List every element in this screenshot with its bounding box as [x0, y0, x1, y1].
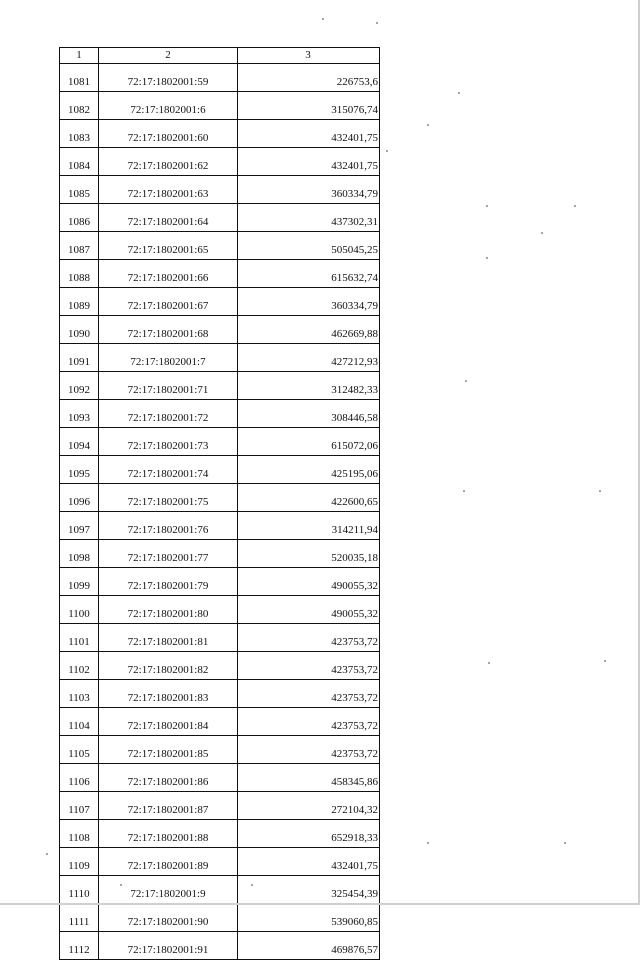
- value-cell: 469876,57: [238, 932, 380, 960]
- header-col-3: 3: [238, 48, 380, 64]
- cadastral-number-cell: 72:17:1802001:77: [99, 540, 238, 568]
- cadastral-number-cell: 72:17:1802001:82: [99, 652, 238, 680]
- cadastral-number-cell: 72:17:1802001:9: [99, 876, 238, 904]
- table-row: [60, 680, 380, 708]
- row-number-cell: 1081: [60, 64, 99, 92]
- row-number-cell: 1099: [60, 568, 99, 596]
- value-cell: 652918,33: [238, 820, 380, 848]
- value-cell: 425195,06: [238, 456, 380, 484]
- value-cell: 427212,93: [238, 344, 380, 372]
- header-col-2: 2: [99, 48, 238, 64]
- cadastral-number-cell: 72:17:1802001:88: [99, 820, 238, 848]
- value-cell: 615072,06: [238, 428, 380, 456]
- table-row: [60, 904, 380, 932]
- table-row: [60, 820, 380, 848]
- cadastral-number-cell: 72:17:1802001:81: [99, 624, 238, 652]
- cadastral-number-cell: 72:17:1802001:87: [99, 792, 238, 820]
- table-row: [60, 652, 380, 680]
- table-row: [60, 428, 380, 456]
- row-number-cell: 1112: [60, 932, 99, 960]
- table-row: [60, 176, 380, 204]
- table-row: [60, 120, 380, 148]
- cadastral-number-cell: 72:17:1802001:67: [99, 288, 238, 316]
- value-cell: 308446,58: [238, 400, 380, 428]
- cadastral-number-cell: 72:17:1802001:64: [99, 204, 238, 232]
- table-row: [60, 232, 380, 260]
- table-row: [60, 512, 380, 540]
- value-cell: 422600,65: [238, 484, 380, 512]
- value-cell: 432401,75: [238, 848, 380, 876]
- value-cell: 432401,75: [238, 148, 380, 176]
- value-cell: 520035,18: [238, 540, 380, 568]
- row-number-cell: 1110: [60, 876, 99, 904]
- table-row: [60, 596, 380, 624]
- row-number-cell: 1084: [60, 148, 99, 176]
- cadastral-number-cell: 72:17:1802001:68: [99, 316, 238, 344]
- value-cell: 423753,72: [238, 652, 380, 680]
- cadastral-number-cell: 72:17:1802001:79: [99, 568, 238, 596]
- value-cell: 314211,94: [238, 512, 380, 540]
- row-number-cell: 1094: [60, 428, 99, 456]
- cadastral-number-cell: 72:17:1802001:76: [99, 512, 238, 540]
- row-number-cell: 1093: [60, 400, 99, 428]
- row-number-cell: 1101: [60, 624, 99, 652]
- value-cell: 490055,32: [238, 596, 380, 624]
- row-number-cell: 1091: [60, 344, 99, 372]
- table-row: [60, 736, 380, 764]
- cadastral-number-cell: 72:17:1802001:91: [99, 932, 238, 960]
- cadastral-number-cell: 72:17:1802001:72: [99, 400, 238, 428]
- header-col-1: 1: [60, 48, 99, 64]
- cadastral-number-cell: 72:17:1802001:65: [99, 232, 238, 260]
- table-row: [60, 148, 380, 176]
- table-row: [60, 764, 380, 792]
- value-cell: 615632,74: [238, 260, 380, 288]
- table-row: [60, 568, 380, 596]
- row-number-cell: 1109: [60, 848, 99, 876]
- row-number-cell: 1095: [60, 456, 99, 484]
- cadastral-number-cell: 72:17:1802001:6: [99, 92, 238, 120]
- row-number-cell: 1096: [60, 484, 99, 512]
- row-number-cell: 1082: [60, 92, 99, 120]
- value-cell: 432401,75: [238, 120, 380, 148]
- row-number-cell: 1083: [60, 120, 99, 148]
- row-number-cell: 1106: [60, 764, 99, 792]
- table-row: [60, 540, 380, 568]
- row-number-cell: 1100: [60, 596, 99, 624]
- table-body: [60, 64, 380, 960]
- cadastral-number-cell: 72:17:1802001:60: [99, 120, 238, 148]
- value-cell: 458345,86: [238, 764, 380, 792]
- cadastral-number-cell: 72:17:1802001:73: [99, 428, 238, 456]
- value-cell: 505045,25: [238, 232, 380, 260]
- cadastral-number-cell: 72:17:1802001:86: [99, 764, 238, 792]
- cadastral-number-cell: 72:17:1802001:63: [99, 176, 238, 204]
- row-number-cell: 1088: [60, 260, 99, 288]
- table-row: [60, 288, 380, 316]
- cadastral-number-cell: 72:17:1802001:62: [99, 148, 238, 176]
- cadastral-number-cell: 72:17:1802001:59: [99, 64, 238, 92]
- cadastral-number-cell: 72:17:1802001:66: [99, 260, 238, 288]
- row-number-cell: 1090: [60, 316, 99, 344]
- value-cell: 272104,32: [238, 792, 380, 820]
- table-row: [60, 624, 380, 652]
- table-row: [60, 316, 380, 344]
- cadastral-number-cell: 72:17:1802001:7: [99, 344, 238, 372]
- table-row: [60, 876, 380, 904]
- table-row: [60, 204, 380, 232]
- row-number-cell: 1087: [60, 232, 99, 260]
- table-row: [60, 792, 380, 820]
- cadastral-number-cell: 72:17:1802001:85: [99, 736, 238, 764]
- value-cell: 360334,79: [238, 176, 380, 204]
- value-cell: 423753,72: [238, 624, 380, 652]
- cadastral-number-cell: 72:17:1802001:84: [99, 708, 238, 736]
- value-cell: 462669,88: [238, 316, 380, 344]
- table-row: [60, 708, 380, 736]
- cadastral-number-cell: 72:17:1802001:80: [99, 596, 238, 624]
- header-row: [60, 48, 380, 64]
- row-number-cell: 1103: [60, 680, 99, 708]
- value-cell: 423753,72: [238, 736, 380, 764]
- value-cell: 312482,33: [238, 372, 380, 400]
- row-number-cell: 1086: [60, 204, 99, 232]
- row-number-cell: 1089: [60, 288, 99, 316]
- row-number-cell: 1085: [60, 176, 99, 204]
- cadastral-number-cell: 72:17:1802001:74: [99, 456, 238, 484]
- table-row: [60, 92, 380, 120]
- row-number-cell: 1098: [60, 540, 99, 568]
- value-cell: 360334,79: [238, 288, 380, 316]
- cadastral-number-cell: 72:17:1802001:71: [99, 372, 238, 400]
- table-row: [60, 456, 380, 484]
- table-row: [60, 64, 380, 92]
- value-cell: 325454,39: [238, 876, 380, 904]
- row-number-cell: 1104: [60, 708, 99, 736]
- row-number-cell: 1097: [60, 512, 99, 540]
- cadastral-number-cell: 72:17:1802001:90: [99, 904, 238, 932]
- value-cell: 539060,85: [238, 904, 380, 932]
- table-row: [60, 344, 380, 372]
- value-cell: 423753,72: [238, 708, 380, 736]
- cadastral-number-cell: 72:17:1802001:89: [99, 848, 238, 876]
- value-cell: 490055,32: [238, 568, 380, 596]
- row-number-cell: 1102: [60, 652, 99, 680]
- table-row: [60, 400, 380, 428]
- row-number-cell: 1108: [60, 820, 99, 848]
- row-number-cell: 1105: [60, 736, 99, 764]
- value-cell: 226753,6: [238, 64, 380, 92]
- cadastral-number-cell: 72:17:1802001:83: [99, 680, 238, 708]
- table-row: [60, 484, 380, 512]
- row-number-cell: 1111: [60, 904, 99, 932]
- cadastral-number-cell: 72:17:1802001:75: [99, 484, 238, 512]
- value-cell: 437302,31: [238, 204, 380, 232]
- table-row: [60, 372, 380, 400]
- cadastral-value-table: [59, 47, 380, 960]
- table-row: [60, 260, 380, 288]
- table-row: [60, 932, 380, 960]
- table-row: [60, 848, 380, 876]
- value-cell: 423753,72: [238, 680, 380, 708]
- row-number-cell: 1092: [60, 372, 99, 400]
- row-number-cell: 1107: [60, 792, 99, 820]
- value-cell: 315076,74: [238, 92, 380, 120]
